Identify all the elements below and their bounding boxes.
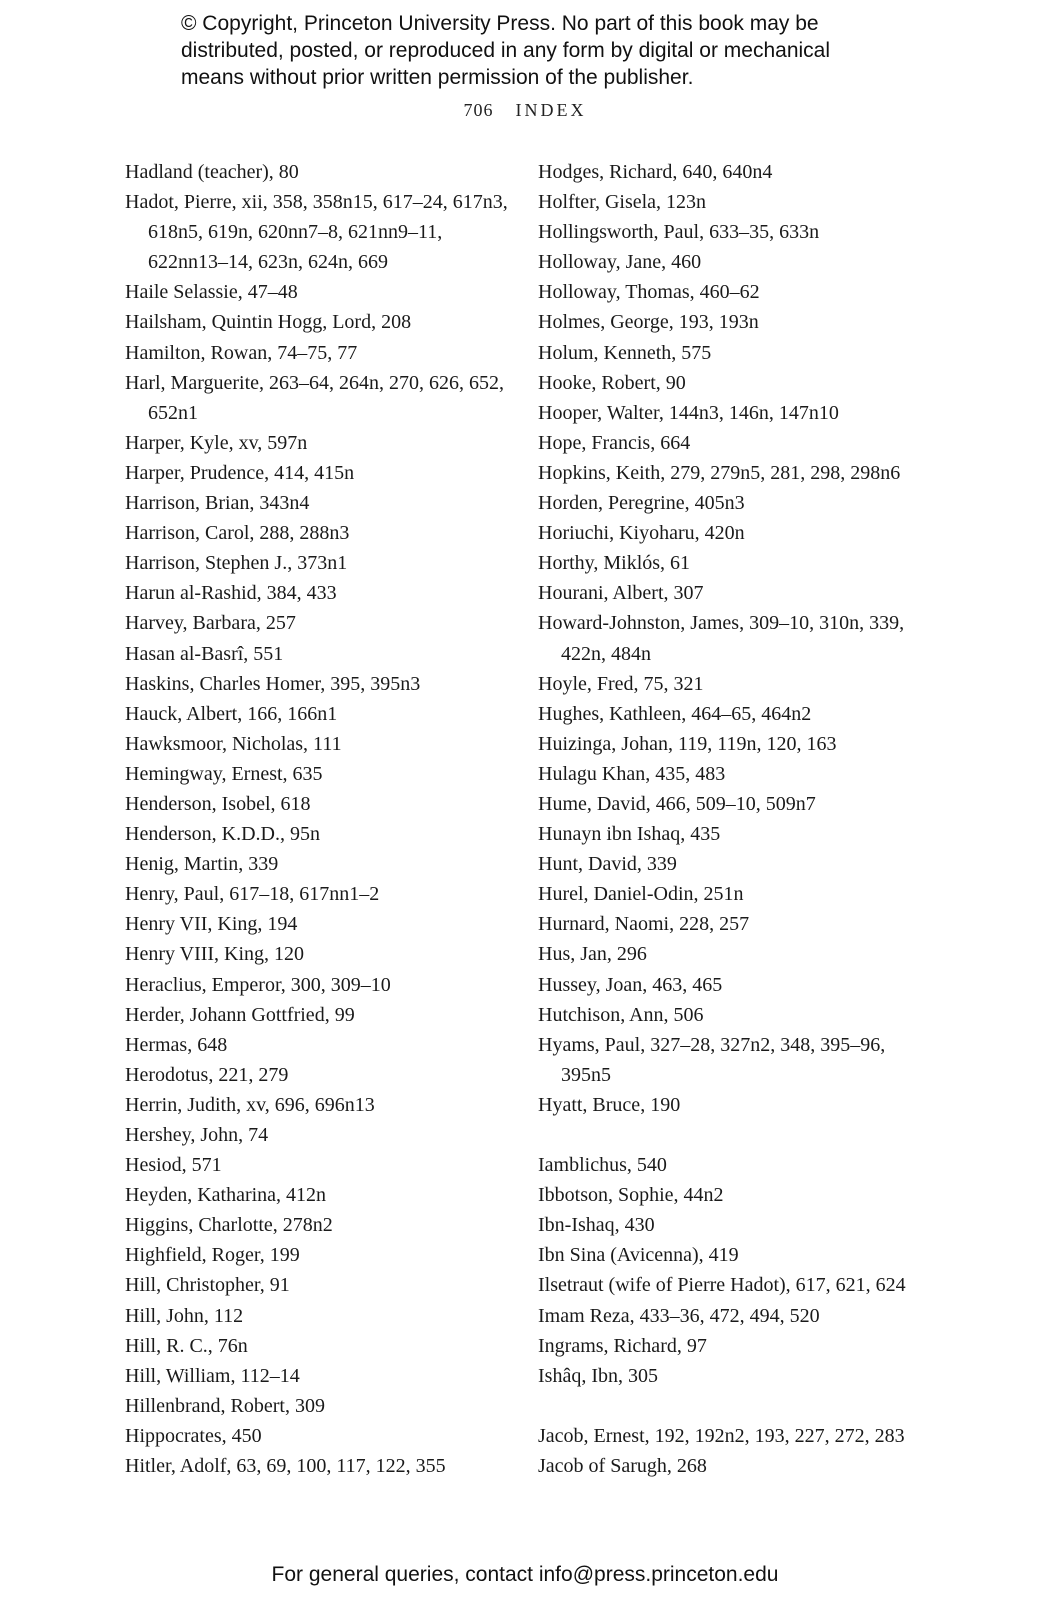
index-entry: Hill, R. C., 76n [125, 1334, 248, 1357]
index-entry: Jacob of Sarugh, 268 [538, 1455, 707, 1478]
index-entry: Hodges, Richard, 640, 640n4 [538, 161, 773, 183]
index-entry: Jacob, Ernest, 192, 192n2, 193, 227, 272, 283 [538, 1424, 905, 1447]
index-entry: Hauck, Albert, 166, 166n1 [125, 702, 338, 725]
index-entry: Henig, Martin, 339 [125, 853, 279, 876]
index-entry: Hollingsworth, Paul, 633–35, 633n [538, 221, 820, 244]
letter-group-spacer [538, 1120, 938, 1150]
page-number: 706 [463, 100, 494, 120]
copyright-notice [181, 10, 901, 91]
index-entry: Hershey, John, 74 [125, 1124, 269, 1146]
index-entry: Hussey, Joan, 463, 465 [538, 973, 723, 996]
index-entry: Holloway, Thomas, 460–62 [538, 281, 760, 304]
index-entry: Hill, William, 112–14 [125, 1364, 300, 1387]
index-entry: Herder, Johann Gottfried, 99 [125, 1003, 355, 1026]
index-entry: Hourani, Albert, 307 [538, 582, 704, 605]
index-entry: Haskins, Charles Homer, 395, 395n3 [125, 672, 421, 695]
index-entry: Hooper, Walter, 144n3, 146n, 147n10 [538, 401, 839, 424]
index-entry: Herodotus, 221, 279 [125, 1063, 289, 1086]
index-entry: Hyatt, Bruce, 190 [538, 1093, 681, 1116]
index-entry: Holfter, Gisela, 123n [538, 191, 707, 214]
index-entry: Hamilton, Rowan, 74–75, 77 [125, 341, 358, 364]
index-entry: Holum, Kenneth, 575 [538, 341, 712, 364]
index-entry: Harrison, Carol, 288, 288n3 [125, 522, 350, 545]
footer-contact: For general queries, contact info@press.princeton.edu [271, 1563, 779, 1586]
index-entry: Harl, Marguerite, 263–64, 264n, 270, 626, 652, 652n1 [125, 371, 505, 424]
index-entry: Hippocrates, 450 [125, 1424, 262, 1447]
index-entry: Hoyle, Fred, 75, 321 [538, 672, 704, 695]
index-entry: Hutchison, Ann, 506 [538, 1003, 704, 1026]
index-entry: Holloway, Jane, 460 [538, 251, 702, 274]
index-entry: Hillenbrand, Robert, 309 [125, 1394, 325, 1417]
index-entry: Hulagu Khan, 435, 483 [538, 762, 726, 785]
index-entry: Henderson, Isobel, 618 [125, 792, 311, 815]
index-entry: Holmes, George, 193, 193n [538, 311, 759, 334]
index-entry: Imam Reza, 433–36, 472, 494, 520 [538, 1304, 820, 1327]
index-entry: Hasan al-Basrî, 551 [125, 642, 284, 665]
index-entry: Hill, John, 112 [125, 1304, 244, 1327]
index-entry: Ishâq, Ibn, 305 [538, 1364, 658, 1387]
index-entry: Harper, Prudence, 414, 415n [125, 461, 355, 484]
index-entry: Huizinga, Johan, 119, 119n, 120, 163 [538, 732, 837, 755]
index-entry: Ilsetraut (wife of Pierre Hadot), 617, 621, 624 [538, 1274, 906, 1297]
index-entry: Hadland (teacher), 80 [125, 161, 299, 183]
index-entry: Hesiod, 571 [125, 1154, 222, 1177]
index-entry: Higgins, Charlotte, 278n2 [125, 1214, 333, 1237]
index-entry: Haile Selassie, 47–48 [125, 281, 298, 304]
index-entry: Hurel, Daniel-Odin, 251n [538, 883, 744, 906]
section-title: INDEX [515, 100, 587, 120]
index-entry: Horiuchi, Kiyoharu, 420n [538, 522, 745, 545]
index-entry: Hermas, 648 [125, 1033, 228, 1056]
index-entry: Howard-Johnston, James, 309–10, 310n, 339, 422n, 484n [538, 612, 905, 665]
index-entry: Iamblichus, 540 [538, 1154, 667, 1177]
index-entry: Horthy, Miklós, 61 [538, 552, 691, 575]
index-column-right [538, 157, 938, 1481]
index-entry: Harper, Kyle, xv, 597n [125, 431, 308, 454]
copyright-line: © Copyright, Princeton University Press. No part of this book may be [181, 12, 819, 35]
copyright-line: means without prior written permission of the publisher. [181, 66, 694, 89]
index-entry: Ingrams, Richard, 97 [538, 1334, 707, 1357]
index-entry: Harun al-Rashid, 384, 433 [125, 582, 337, 605]
index-entry: Hunayn ibn Ishaq, 435 [538, 823, 721, 846]
copyright-line: distributed, posted, or reproduced in any form by digital or mechanical [181, 39, 831, 62]
index-column-left [125, 157, 525, 1481]
index-entry: Hope, Francis, 664 [538, 431, 691, 454]
index-entry: Heyden, Katharina, 412n [125, 1184, 327, 1207]
index-entry: Highfield, Roger, 199 [125, 1244, 300, 1267]
index-entry: Hyams, Paul, 327–28, 327n2, 348, 395–96, 395n5 [538, 1033, 886, 1086]
index-entry: Hume, David, 466, 509–10, 509n7 [538, 792, 816, 815]
index-entry: Hawksmoor, Nicholas, 111 [125, 732, 342, 755]
index-entry: Hailsham, Quintin Hogg, Lord, 208 [125, 311, 412, 334]
index-entry: Henry VIII, King, 120 [125, 943, 305, 966]
index-entry: Ibbotson, Sophie, 44n2 [538, 1184, 724, 1207]
index-entry: Herrin, Judith, xv, 696, 696n13 [125, 1093, 375, 1116]
index-entry: Hadot, Pierre, xii, 358, 358n15, 617–24, 617n3, 618n5, 619n, 620nn7–8, 621nn9–11, 622nn13–14, 623n, 624n, 669 [125, 191, 508, 274]
index-entry: Henry, Paul, 617–18, 617nn1–2 [125, 883, 380, 906]
index-entry: Harvey, Barbara, 257 [125, 612, 296, 635]
index-entry: Ibn Sina (Avicenna), 419 [538, 1244, 739, 1267]
index-entry: Hurnard, Naomi, 228, 257 [538, 913, 750, 936]
index-entry: Hill, Christopher, 91 [125, 1274, 290, 1297]
index-entry: Henderson, K.D.D., 95n [125, 823, 320, 846]
index-entry: Henry VII, King, 194 [125, 913, 298, 936]
index-entry: Harrison, Stephen J., 373n1 [125, 552, 348, 575]
index-entry: Hus, Jan, 296 [538, 943, 647, 966]
running-head [0, 100, 1050, 121]
letter-group-spacer [538, 1391, 938, 1421]
index-entry: Hitler, Adolf, 63, 69, 100, 117, 122, 355 [125, 1455, 446, 1478]
index-entry: Ibn-Ishaq, 430 [538, 1214, 655, 1237]
index-entry: Harrison, Brian, 343n4 [125, 492, 310, 515]
index-entry: Hemingway, Ernest, 635 [125, 762, 323, 785]
index-entry: Hunt, David, 339 [538, 853, 677, 876]
index-entry: Hughes, Kathleen, 464–65, 464n2 [538, 702, 812, 725]
index-entry: Hooke, Robert, 90 [538, 371, 686, 394]
index-entry: Heraclius, Emperor, 300, 309–10 [125, 973, 391, 996]
index-entry: Hopkins, Keith, 279, 279n5, 281, 298, 298n6 [538, 461, 901, 484]
index-entry: Horden, Peregrine, 405n3 [538, 492, 745, 515]
